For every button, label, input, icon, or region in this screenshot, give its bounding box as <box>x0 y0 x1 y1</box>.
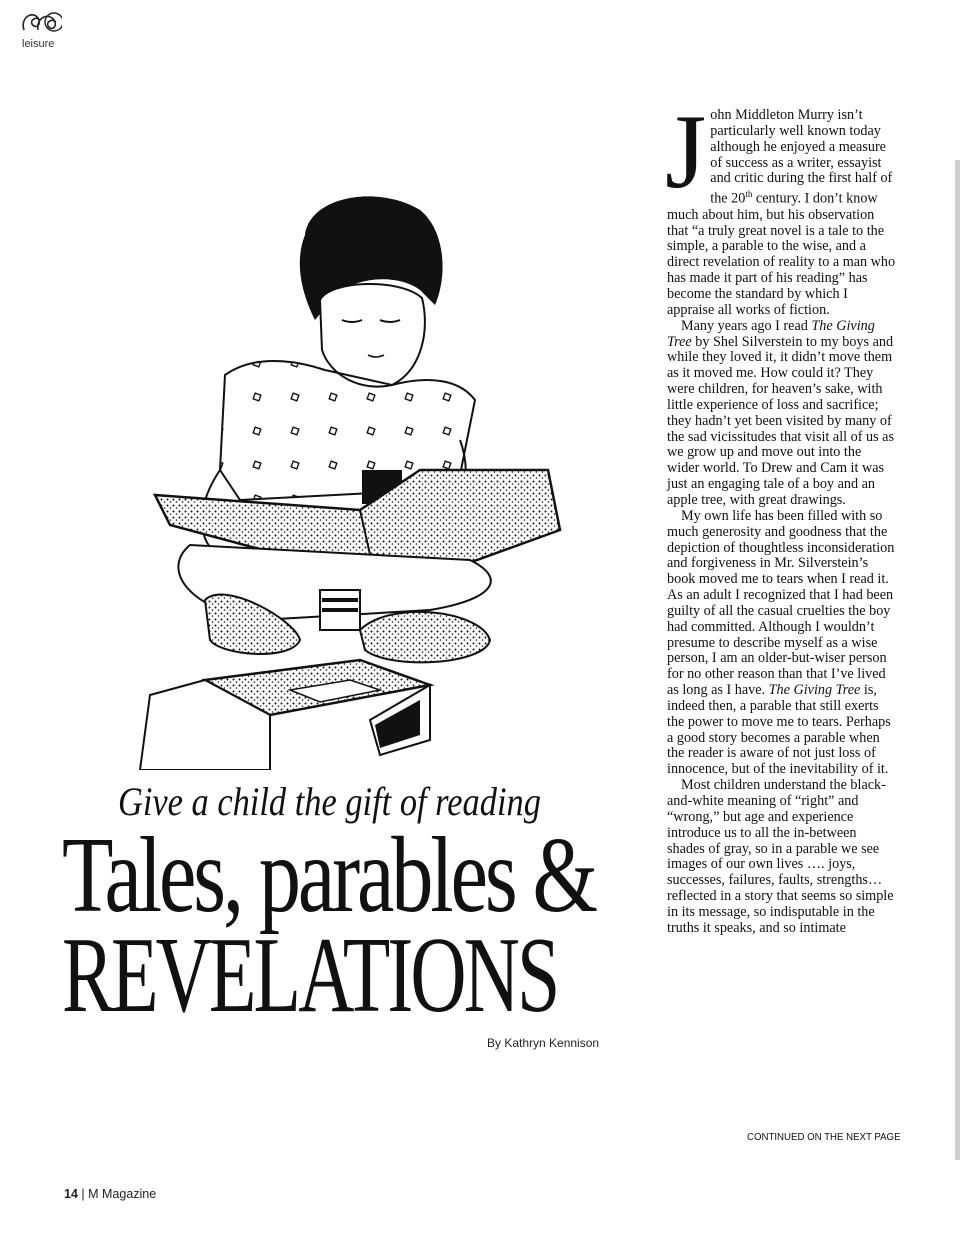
article-paragraph-1 <box>665 93 896 319</box>
paragraph-2-rest: by Shel Silverstein to my boys and while they loved it, it didn’t move them as it moved me. How could it? They were children, for heaven’s sake, with little experience of loss and sacrifice; they hadn’t yet been visited by many of the sad vicissitudes that visit all of us as we grow up and move out into the wider world. To Drew and Cam it was just an engaging tale of a boy and an apple tree, with great drawings. <box>667 333 894 508</box>
page-edge-rule <box>955 160 960 1160</box>
headline-kicker: Give a child the gift of reading <box>118 779 541 824</box>
child-reading-illustration <box>130 180 590 770</box>
paragraph-3-rest: is, indeed then, a parable that still exerts the power to move me to tears. Perhaps a good story becomes a parable when the reader is aware of not just loss of innocence, but of the inevitability of it. <box>667 682 891 778</box>
headline-title-line2: REVELATIONS <box>62 916 558 1035</box>
paragraph-1-text: ohn Middleton Murry isn’t particularly well known today although he enjoyed a measure of success as a writer, essayist and critic during the first half of the 20 <box>710 107 893 207</box>
ordinal-suffix: th <box>745 189 753 200</box>
section-mark <box>18 8 66 54</box>
continued-notice: CONTINUED ON THE NEXT PAGE <box>747 1131 901 1143</box>
book-title: The Giving Tree <box>768 682 861 699</box>
footer-separator: | <box>81 1187 85 1201</box>
paragraph-3-start: My own life has been filled with so much generosity and goodness that the depiction of thoughtless inconsideration and forgiveness in Mr. Silverstein’s book moved me to tears when I read it. As an adult I recognized that I had been guilty of all the casual cruelties the boy had committed. Although I wouldn’t presume to describe myself as a wise person, I am an older-but-wiser person for no other reason than that I’ve lived as long as I have. <box>667 507 895 699</box>
byline: By Kathryn Kennison <box>487 1036 600 1050</box>
drop-cap: J <box>665 93 707 210</box>
section-label: leisure <box>22 38 55 50</box>
book-title: The Giving Tree <box>667 317 875 350</box>
article-paragraph-3 <box>667 509 896 778</box>
paragraph-2-start: Many years ago I read <box>681 317 812 334</box>
article-body <box>665 93 896 937</box>
article-paragraph-2 <box>667 319 896 509</box>
swirl-logo-icon <box>18 8 62 38</box>
page-number: 14 <box>64 1187 78 1201</box>
headline-title-line1: Tales, parables & <box>62 816 595 935</box>
paragraph-1-rest: century. I don’t know much about him, but his observation that “a truly great novel is a tale to the simple, a parable to the wise, and a direct revelation of reality to a man who has made it part of his reading” has become the standard by which I appraise all works of fiction. <box>667 190 896 318</box>
page-footer <box>64 1187 156 1201</box>
article-paragraph-4: Most children understand the black-and-white meaning of “right” and “wrong,” but age and experience introduce us to all the in-between shades of gray, so in a parable we see images of our own lives …. joys, successes, failures, faults, strengths… reflected in a story that seems so simple in its message, so indisputable in the truths it speaks, and so intimate <box>667 777 894 936</box>
publication-name: M Magazine <box>88 1187 157 1201</box>
